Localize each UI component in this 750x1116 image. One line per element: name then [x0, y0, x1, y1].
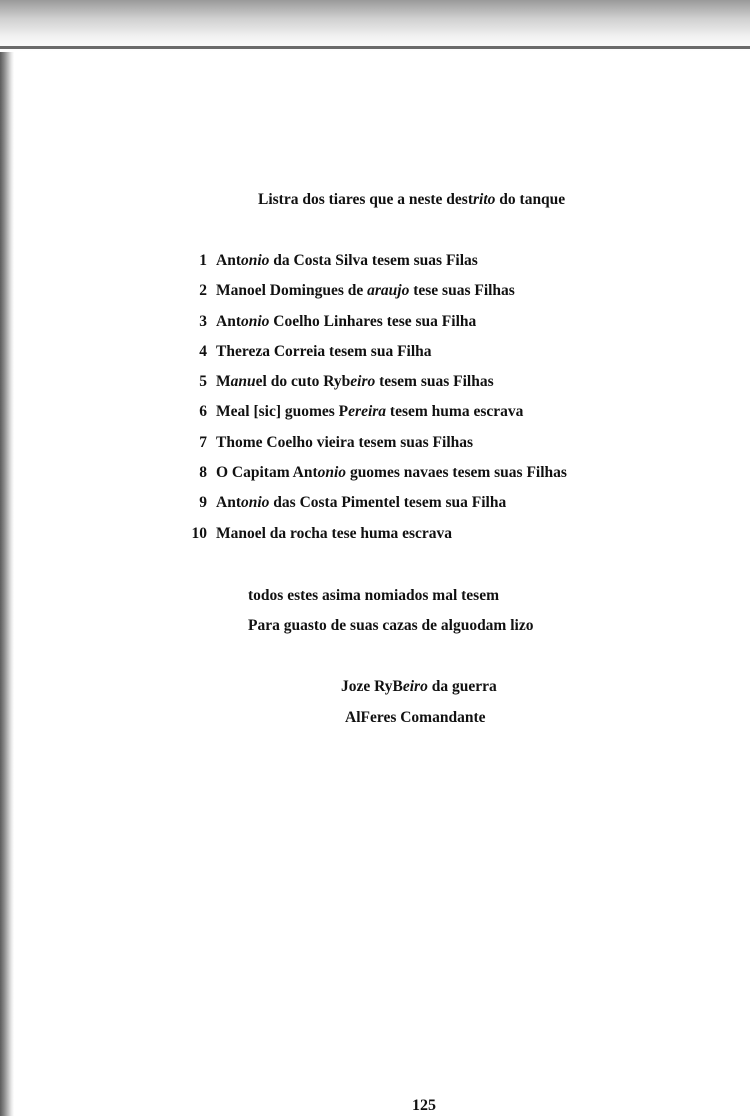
list-entry: Manuel do cuto Rybeiro tesem suas Filhas: [216, 373, 494, 391]
page-title: [258, 191, 565, 209]
list-number: 8: [199, 464, 207, 482]
list-entry: Meal [sic] guomes Pereira tesem huma escrava: [216, 403, 524, 421]
list-entry: Antonio das Costa Pimentel tesem sua Filha: [216, 494, 507, 512]
list-number: 7: [199, 433, 207, 451]
note-line-1: todos estes asima nomiados mal tesem: [248, 587, 499, 604]
list-number: 5: [199, 373, 207, 391]
list-entry: Manoel Domingues de araujo tese suas Filhas: [216, 282, 515, 300]
signature-title: AlFeres Comandante: [345, 709, 486, 726]
list-item: [0, 464, 750, 494]
list-entry: Thereza Correia tesem sua Filha: [216, 342, 432, 360]
list-item: [0, 343, 750, 373]
list-item: [0, 434, 750, 464]
list-item: [0, 494, 750, 524]
list-entry: O Capitam Antonio guomes navaes tesem suas Filhas: [216, 464, 567, 482]
list-number: 6: [199, 403, 207, 421]
list-item: [0, 525, 750, 555]
list-item: [0, 252, 750, 282]
page-number: 125: [412, 1097, 436, 1114]
list-item: [0, 282, 750, 312]
list-number: 1: [199, 252, 207, 269]
list-entry: Antonio da Costa Silva tesem suas Filas: [216, 252, 478, 269]
list-number: 3: [199, 312, 207, 330]
title-text-1: Listra dos tiares que a neste dest: [258, 191, 473, 208]
list-item: [0, 403, 750, 433]
list-entry: Thome Coelho vieira tesem suas Filhas: [216, 433, 474, 451]
list-number: 10: [191, 524, 207, 542]
list-item: [0, 313, 750, 343]
list-number: 9: [199, 494, 207, 512]
list-number: 4: [199, 342, 207, 360]
title-text-italic: rito: [473, 191, 496, 208]
title-text-2: do tanque: [495, 191, 566, 208]
list-entry: Antonio Coelho Linhares tese sua Filha: [216, 312, 477, 330]
list-number: 2: [199, 282, 207, 300]
owners-list: [0, 252, 750, 555]
list-entry: Manoel da rocha tese huma escrava: [216, 524, 453, 542]
signature-name: Joze RyBeiro da guerra: [341, 678, 497, 695]
list-item: [0, 373, 750, 403]
note-line-2: Para guasto de suas cazas de alguodam lizo: [248, 617, 534, 634]
